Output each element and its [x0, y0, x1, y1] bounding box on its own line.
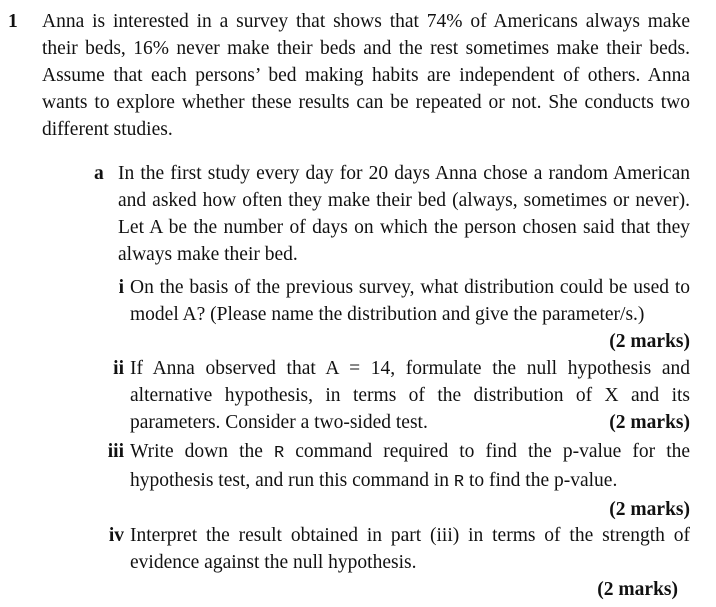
part-a-text: In the first study every day for 20 days Anna chose a random American and asked how often they make their bed (always, sometimes or never). Let A be the number of days on which the person chosen said that they always make their bed.	[118, 163, 690, 265]
subpart-ii-body	[130, 355, 690, 436]
subpart-i-text: On the basis of the previous survey, what distribution could be used to model A? (Please name the distribution and give the parameter/s.)	[130, 277, 690, 325]
subpart-iii-text-c: to find the p-value.	[468, 470, 618, 491]
subpart-ii-text: If Anna observed that A = 14, formulate the null hypothesis and alternative hypothesis, in terms of the distribution of X and its parameters. Consider a two-sided test.	[130, 358, 690, 433]
subpart-iii	[96, 438, 690, 519]
part-a-label: a	[94, 163, 104, 184]
subpart-iv-marks: (2 marks)	[597, 579, 678, 600]
subpart-iv-label: iv	[108, 525, 124, 546]
r-program-symbol: R	[453, 473, 465, 492]
r-command-symbol: R	[273, 444, 285, 463]
subpart-ii-marks: (2 marks)	[609, 412, 690, 433]
subpart-iii-text-b: command required to find the p-value for the hypothesis test, and run this command in	[130, 441, 691, 491]
subpart-iii-label: iii	[107, 441, 124, 462]
subpart-iv-text: Interpret the result obtained in part (iii) in terms of the strength of evidence against the null hypothesis.	[130, 525, 690, 573]
subpart-iv	[96, 522, 690, 576]
subpart-ii-label: ii	[113, 358, 124, 379]
question-intro: Anna is interested in a survey that shows that 74% of Americans always make their beds, 16% never make their beds and the rest sometimes make their beds. Assume that each persons’ bed making habits are independent of others. Anna wants to explore whether these results can be repeated or not. She conducts two different studies.	[42, 11, 690, 140]
subpart-i-marks: (2 marks)	[609, 331, 690, 352]
subpart-ii	[96, 355, 690, 436]
subpart-i-label: i	[118, 277, 124, 298]
subpart-i	[96, 274, 690, 355]
subpart-iii-body	[130, 438, 690, 523]
subpart-i-body	[130, 274, 690, 355]
subpart-iii-marks: (2 marks)	[609, 499, 690, 520]
subpart-iv-body	[130, 522, 690, 576]
subpart-iii-text-a: Write down the	[130, 441, 263, 462]
question-number: 1	[8, 11, 18, 32]
